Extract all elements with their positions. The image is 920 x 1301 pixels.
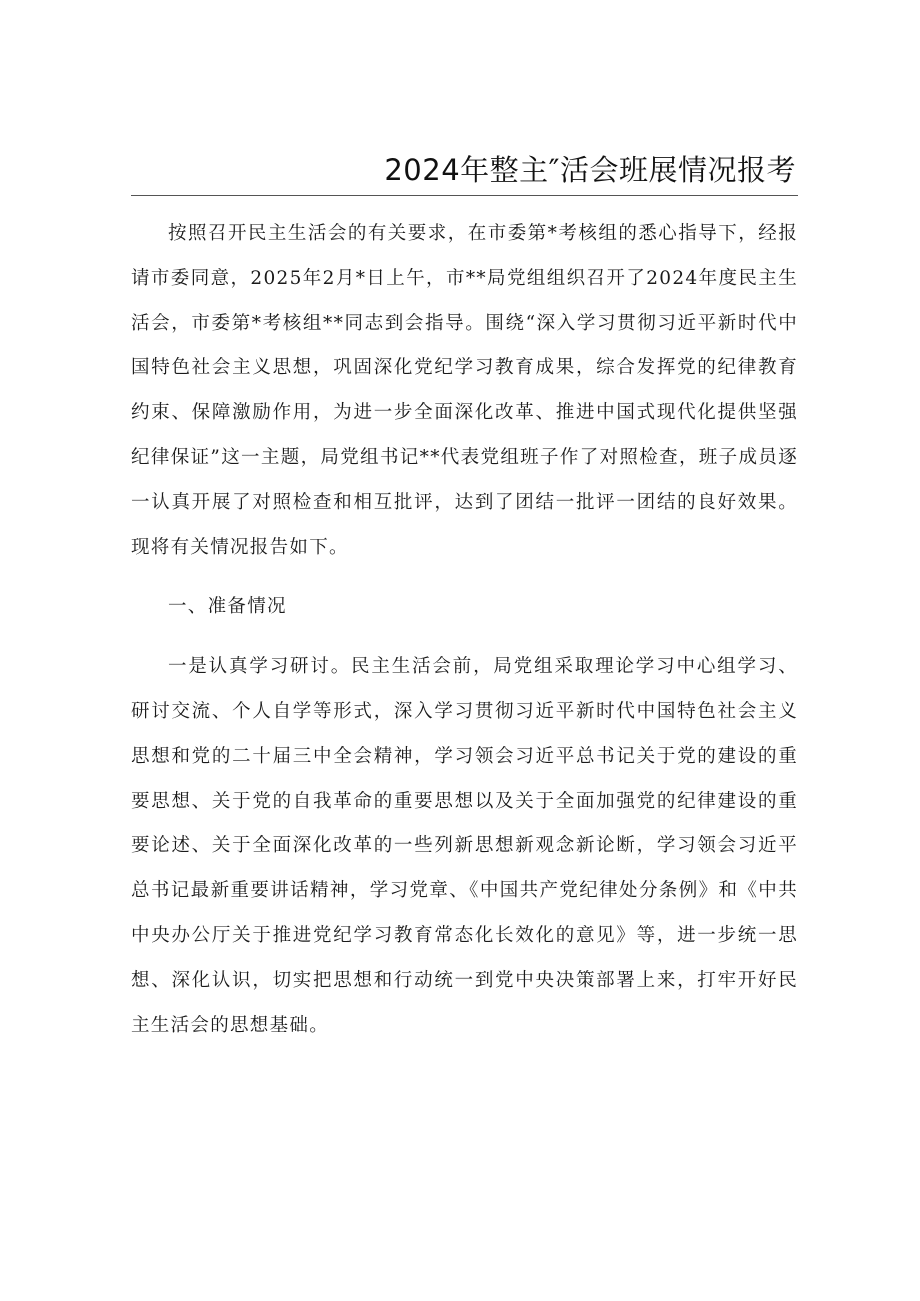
study-paragraph: 一是认真学习研讨。民主生活会前，局党组采取理论学习中心组学习、研讨交流、个人自学等形式，深入学习贯彻习近平新时代中国特色社会主义思想和党的二十届三中全会精神，学习领会习近平总书记关于党的建设的重要思想、关于党的自我革命的重要思想以及关于全面加强党的纪律建设的重要论述、关于全面深化改革的一些列新思想新观念新论断，学习领会习近平总书记最新重要讲话精神，学习党章、《中国共产党纪律处分条例》和《中共中央办公厅关于推进党纪学习教育常态化长效化的意见》等，进一步统一思想、深化认识，切实把思想和行动统一到党中央决策部署上来，打牢开好民主生活会的思想基础。 [131,656,798,1036]
document-title: 2024年整主″活会班展情况报考 [384,153,796,187]
title-underline [131,195,798,196]
document-body [131,212,798,1048]
intro-paragraph: 按照召开民主生活会的有关要求，在市委第*考核组的悉心指导下，经报请市委同意，2025年2月*日上午，市**局党组组织召开了2024年度民主生活会，市委第*考核组**同志到会指导。围绕“深入学习贯彻习近平新时代中国特色社会主义思想，巩固深化党纪学习教育成果，综合发挥党的纪律教育约束、保障激励作用，为进一步全面深化改革、推进中国式现代化提供坚强纪律保证”这一主题，局党组书记**代表党组班子作了对照检查，班子成员逐一认真开展了对照检查和相互批评，达到了团结一批评一团结的良好效果。现将有关情况报告如下。 [131,223,798,558]
section-heading: 一、准备情况 [168,596,287,618]
